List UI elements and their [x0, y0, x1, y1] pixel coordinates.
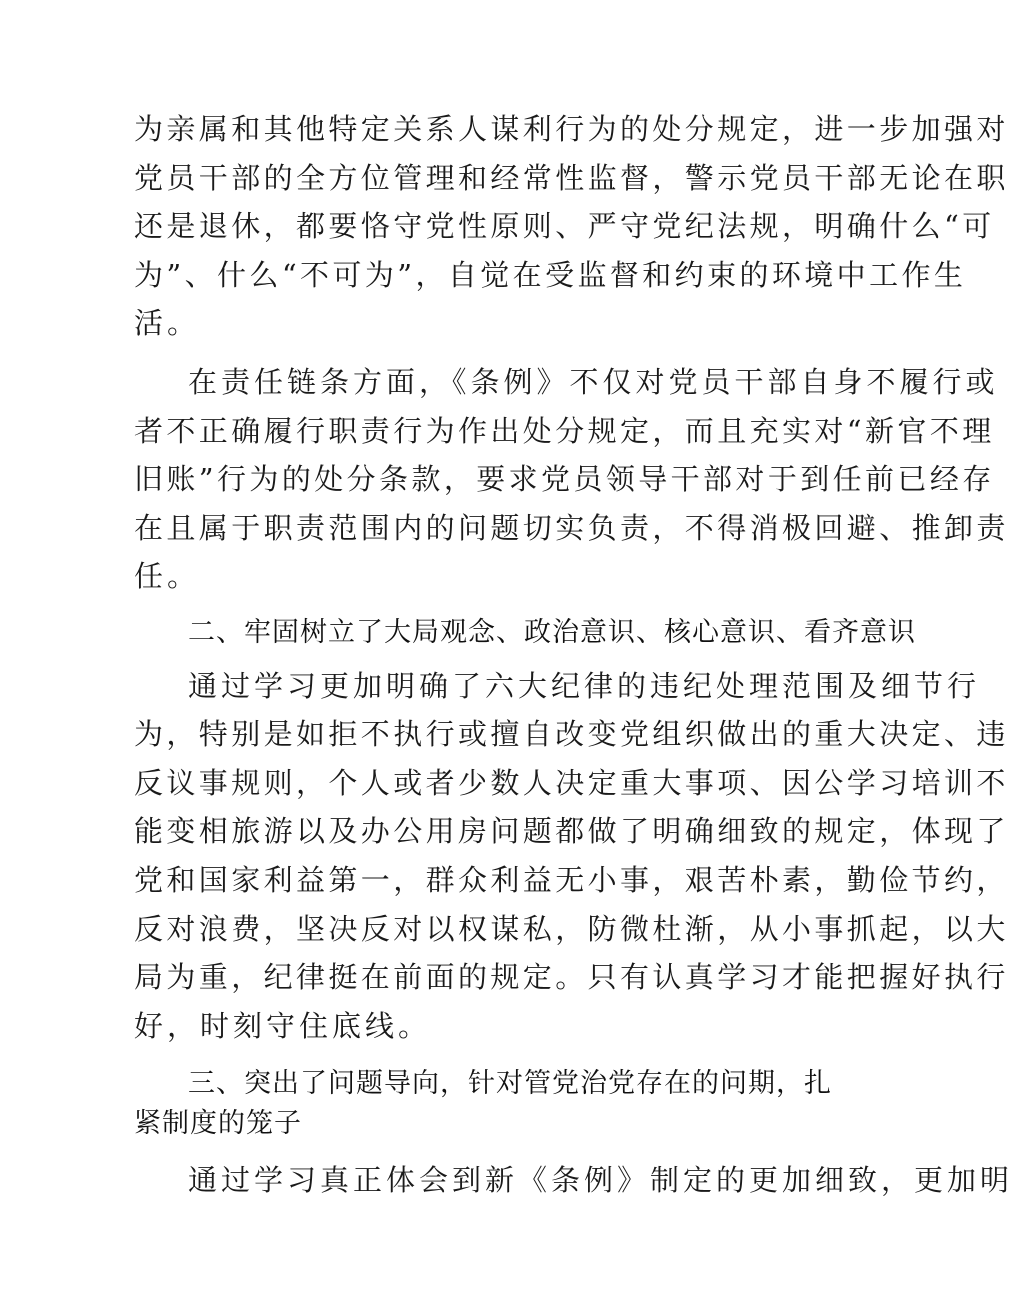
paragraph-1-line: 还是退休，都要恪守党性原则、严守党纪法规，明确什么“可	[134, 209, 995, 243]
paragraph-1-line: 为”、什么“不可为”，自觉在受监督和约束的环境中工作生	[134, 258, 967, 292]
paragraph-3-line: 反议事规则，个人或者少数人决定重大事项、因公学习培训不	[134, 766, 1009, 800]
paragraph-3-line: 能变相旅游以及办公用房问题都做了明确细致的规定，体现了	[134, 814, 1009, 848]
paragraph-2-line: 者不正确履行职责行为作出处分规定，而且充实对“新官不理	[134, 414, 995, 448]
paragraph-2-line: 在且属于职责范围内的问题切实负责，不得消极回避、推卸责	[134, 511, 1009, 545]
paragraph-3-line: 为，特别是如拒不执行或擅自改变党组织做出的重大决定、违	[134, 717, 1009, 751]
paragraph-2-line: 在责任链条方面，《条例》不仅对党员干部自身不履行或	[188, 365, 999, 399]
paragraph-3-line: 好，时刻守住底线。	[134, 1009, 432, 1043]
paragraph-3-line: 反对浪费，坚决反对以权谋私，防微杜渐，从小事抓起，以大	[134, 912, 1009, 946]
paragraph-3-line: 局为重，纪律挺在前面的规定。只有认真学习才能把握好执行	[134, 960, 1009, 994]
section-heading-2: 二、牢固树立了大局观念、政治意识、核心意识、看齐意识	[188, 617, 916, 648]
section-heading-3-line: 紧制度的笼子	[134, 1108, 302, 1139]
paragraph-3-line: 通过学习更加明确了六大纪律的违纪处理范围及细节行	[188, 669, 981, 703]
paragraph-1-line: 为亲属和其他特定关系人谋利行为的处分规定，进一步加强对	[134, 112, 1009, 146]
section-heading-3-line: 三、突出了问题导向，针对管党治党存在的问期，扎	[188, 1068, 832, 1099]
paragraph-1-line: 党员干部的全方位管理和经常性监督，警示党员干部无论在职	[134, 161, 1009, 195]
paragraph-2-line: 任。	[134, 559, 201, 593]
paragraph-3-line: 党和国家利益第一，群众利益无小事，艰苦朴素，勤俭节约，	[134, 863, 1009, 897]
paragraph-4-line: 通过学习真正体会到新《条例》制定的更加细致，更加明	[188, 1163, 1013, 1197]
paragraph-1-line: 活。	[134, 306, 201, 340]
paragraph-2-line: 旧账”行为的处分条款，要求党员领导干部对于到任前已经存	[134, 462, 995, 496]
